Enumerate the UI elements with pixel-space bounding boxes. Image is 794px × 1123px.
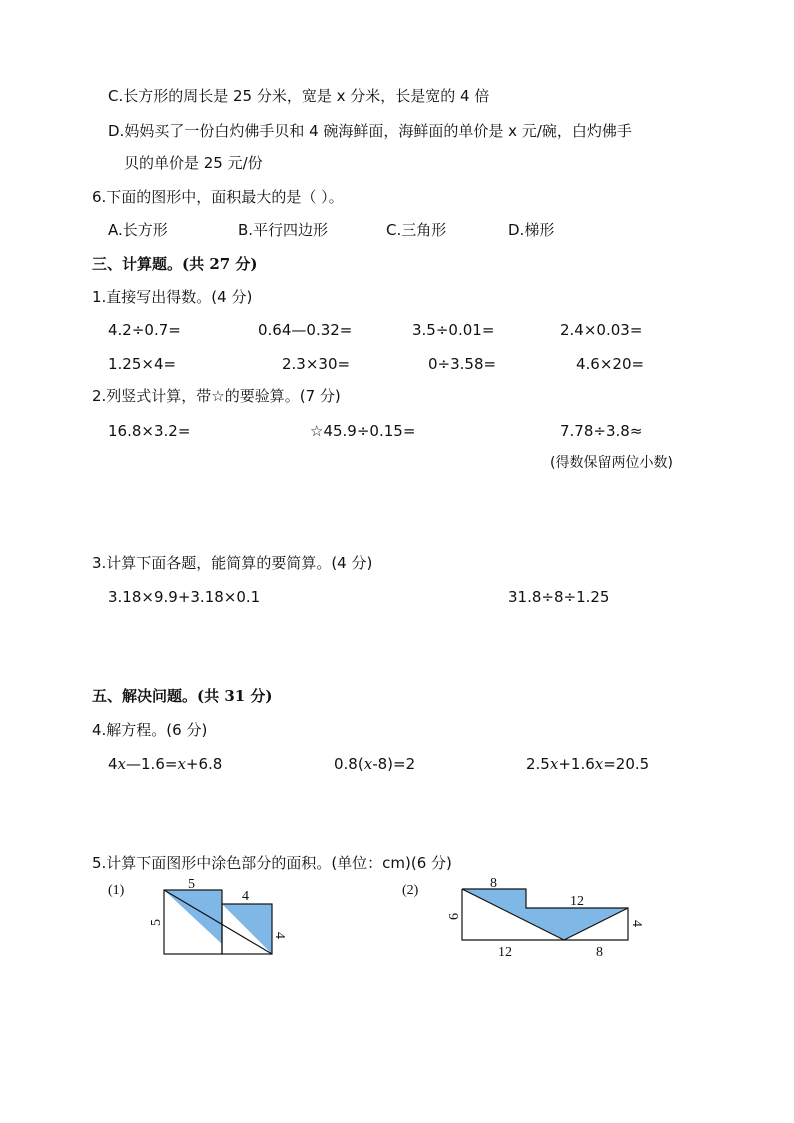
- oral-calc: 0.64—0.32=: [258, 321, 353, 339]
- q6-option-c: C.三角形: [386, 221, 447, 239]
- fig2-label-top-right: 12: [570, 894, 584, 909]
- fig1-label-top-left: 5: [188, 877, 195, 892]
- question-3: 3.计算下面各题，能简算的要简算。(4 分): [92, 554, 373, 572]
- section-3-title: 三、计算题。(共 27 分): [92, 255, 258, 273]
- section-5-title: 五、解决问题。(共 31 分): [92, 687, 273, 705]
- fig2-shaded-region: [462, 889, 628, 940]
- figure-2-label: (2): [402, 883, 419, 898]
- option-c: C.长方形的周长是 25 分米，宽是 x 分米，长是宽的 4 倍: [108, 87, 490, 105]
- oral-calc: 0÷3.58=: [428, 355, 497, 373]
- figure-2: [396, 872, 656, 964]
- fig2-label-top-left: 8: [490, 876, 497, 891]
- rounding-note: (得数保留两位小数): [550, 455, 673, 471]
- fig2-label-bottom-right: 8: [596, 945, 603, 960]
- q6-option-d: D.梯形: [508, 221, 555, 239]
- fig2-label-bottom-left: 12: [498, 945, 512, 960]
- question-6: 6.下面的图形中，面积最大的是（ ）。: [92, 188, 344, 206]
- option-d-line1: D.妈妈买了一份白灼佛手贝和 4 碗海鲜面，海鲜面的单价是 x 元/碗，白灼佛手: [108, 122, 632, 140]
- fig1-label-left: 5: [149, 919, 164, 926]
- question-5: 5.计算下面图形中涂色部分的面积。(单位：cm)(6 分): [92, 854, 452, 872]
- q6-option-b: B.平行四边形: [238, 221, 329, 239]
- fig1-label-right: 4: [272, 932, 287, 939]
- question-1: 1.直接写出得数。(4 分): [92, 288, 253, 306]
- fig1-label-top-right: 4: [242, 889, 249, 904]
- fig1-shaded-triangle-left: [164, 890, 222, 944]
- question-4: 4.解方程。(6 分): [92, 721, 208, 739]
- oral-calc: 2.3×30=: [282, 355, 351, 373]
- oral-calc: 2.4×0.03=: [560, 321, 643, 339]
- vertical-calc: ☆45.9÷0.15=: [310, 422, 416, 440]
- question-2: 2.列竖式计算，带☆的要验算。(7 分): [92, 387, 341, 405]
- vertical-calc: 16.8×3.2=: [108, 422, 191, 440]
- equation-3: 2.5x+1.6x=20.5: [526, 755, 650, 773]
- figure-1: [100, 874, 300, 964]
- simplify-calc: 31.8÷8÷1.25: [508, 588, 610, 606]
- option-d-line2: 贝的单价是 25 元/份: [124, 154, 263, 172]
- oral-calc: 3.5÷0.01=: [412, 321, 495, 339]
- oral-calc: 4.6×20=: [576, 355, 645, 373]
- equation-1: 4x—1.6=x+6.8: [108, 755, 223, 773]
- q6-option-a: A.长方形: [108, 221, 168, 239]
- equation-2: 0.8(x-8)=2: [334, 755, 416, 773]
- vertical-calc: 7.78÷3.8≈: [560, 422, 643, 440]
- fig2-label-right: 4: [629, 920, 644, 927]
- simplify-calc: 3.18×9.9+3.18×0.1: [108, 588, 261, 606]
- fig2-label-left: 6: [447, 913, 462, 920]
- figure-1-label: (1): [108, 883, 125, 898]
- oral-calc: 1.25×4=: [108, 355, 177, 373]
- oral-calc: 4.2÷0.7=: [108, 321, 181, 339]
